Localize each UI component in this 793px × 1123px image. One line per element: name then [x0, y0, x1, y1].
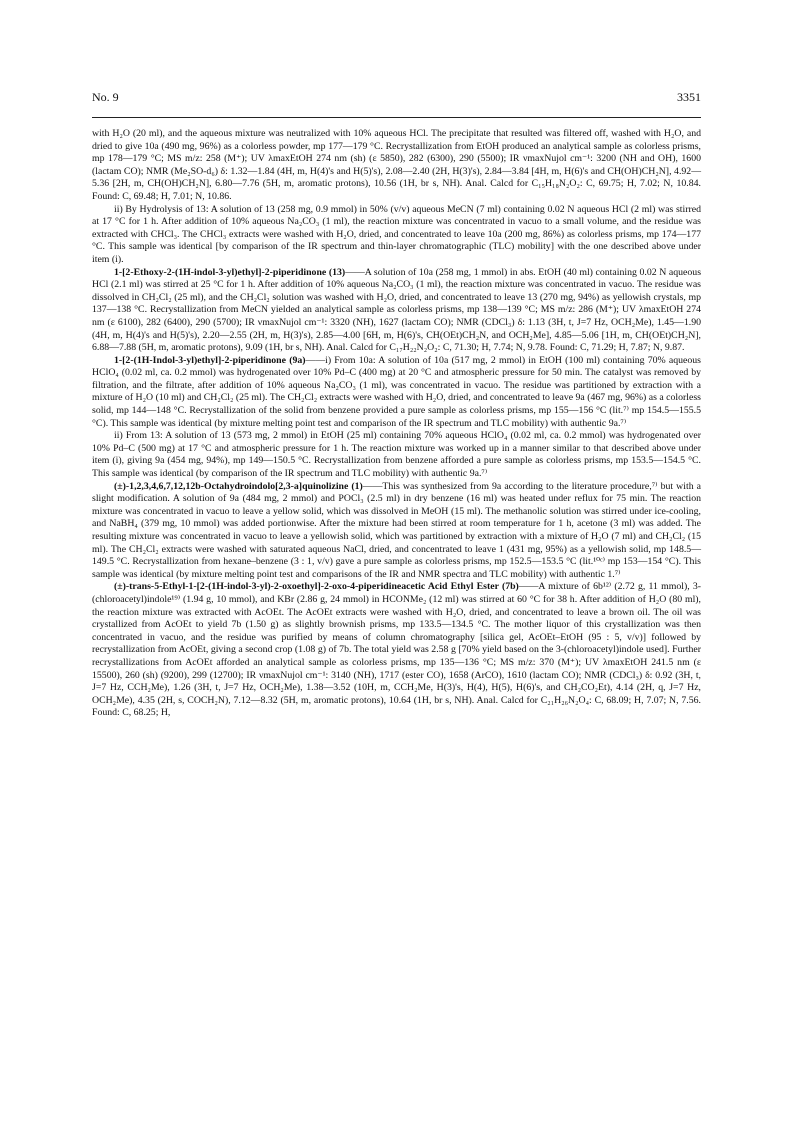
paragraph-compound-13: [92, 267, 701, 355]
paragraph-compound-1: [92, 481, 701, 582]
paragraph-text: ——i) From 10a: A solution of 10a (517 mg, 2 mmol) in EtOH (100 ml) containing 70% aqueous HClO₄ (0.02 ml, ca. 0.2 mmol) was hydrogenated over 10% Pd–C (400 mg) at 20 °C and atmospheric pressure for 50 min. The catalyst was removed by filtration, and the filtrate, after addition of 10% aqueous Na₂CO₃ (1 ml), was concentrated in vacuo. The residue was partitioned by extraction with a mixture of H₂O (10 ml) and CH₂Cl₂ (25 ml). The CH₂Cl₂ extracts were washed with H₂O, dried, and concentrated to leave 9a (467 mg, 96%) as a colorless solid, mp 144—148 °C. Recrystallization of the solid from benzene provided a pure sample as colorless prisms, mp 155—156 °C (lit.⁷⁾ mp 154.5—155.5 °C). This sample was identical (by mixture melting point test and comparison of the IR spectrum and TLC mobility) with authentic 9a.⁷⁾: [92, 354, 701, 429]
experimental-text: [92, 128, 701, 720]
header-rule: [92, 117, 701, 118]
compound-heading: 1-[2-Ethoxy-2-(1H-indol-3-yl)ethyl]-2-piperidinone (13): [114, 266, 346, 278]
paragraph-10a-hydrolysis: [92, 204, 701, 267]
paragraph-10a-continued: [92, 128, 701, 204]
page-header: [92, 90, 701, 108]
paragraph-text: ——A solution of 10a (258 mg, 1 mmol) in abs. EtOH (40 ml) containing 0.02 N aqueous HCl (2.1 ml) was stirred at 25 °C for 1 h. After addition of 10% aqueous Na₂CO₃ (1 ml), the reaction mixture was concentrated in vacuo. The residue was dissolved in CH₂Cl₂ (25 ml), and the CH₂Cl₂ solution was washed with H₂O, dried, and concentrated to leave 13 (270 mg, 94%) as yellowish crystals, mp 137—138 °C. Recrystallization from MeCN yielded an analytical sample as colorless prisms, mp 138—139 °C; MS m/z: 286 (M⁺); UV λmaxEtOH 274 nm (ε 6100), 282 (6400), 290 (5700); IR νmaxNujol cm⁻¹: 3320 (NH), 1627 (lactam CO); NMR (CDCl₃) δ: 1.13 (3H, t, J=7 Hz, OCH₂Me), 1.45—1.90 (4H, m, H(4)'s and H(5)'s), 2.20—2.55 (2H, m, H(3)'s), 2.85—4.00 [6H, m, H(6)'s, CH(OEt)CH₂N, and OCH₂Me], 4.85—5.06 [1H, m, CH(OEt)CH₂N], 6.88—7.88 (5H, m, aromatic protons), 9.09 (1H, br s, NH). Anal. Calcd for C₁₇H₂₂N₂O₂: C, 71.30; H, 7.74; N, 9.78. Found: C, 71.29; H, 7.87; N, 9.87.: [92, 266, 702, 354]
page-number: 3351: [677, 90, 701, 104]
paragraph-text: with H₂O (20 ml), and the aqueous mixture was neutralized with 10% aqueous HCl. The precipitate that resulted was filtered off, washed with H₂O, and dried to give 10a (490 mg, 96%) as a colorless powder, mp 177—179 °C. Recrystallization from EtOH produced an analytical sample as colorless prisms, mp 178—179 °C; MS m/z: 258 (M⁺); UV λmaxEtOH 274 nm (sh) (ε 5850), 282 (6300), 290 (5500); IR νmaxNujol cm⁻¹: 3200 (NH and OH), 1600 (lactam CO); NMR (Me₂SO-d₆) δ: 1.32—1.84 (4H, m, H(4)'s and H(5)'s), 2.08—2.40 (2H, H(3)'s), 2.84—3.84 [4H, m, H(6)'s and CH(OH)CH₂N], 4.92—5.36 [2H, m, CH(OH)CH₂N], 6.80—7.76 (5H, m, aromatic protons), 10.56 (1H, br s, NH). Anal. Calcd for C₁₅H₁₈N₂O₂: C, 69.75; H, 7.02; N, 10.84. Found: C, 69.48; H, 7.01; N, 10.86.: [92, 128, 701, 202]
paragraph-text: ii) From 13: A solution of 13 (573 mg, 2 mmol) in EtOH (25 ml) containing 70% aqueous HClO₄ (0.02 ml, ca. 0.2 mmol) was hydrogenated over 10% Pd–C (500 mg) at 17 °C and atmospheric pressure for 1 h. The reaction mixture was worked up in a manner similar to that described above under item (i), giving 9a (454 mg, 94%), mp 149—150.5 °C. Recrystallization from benzene afforded a pure sample as colorless prisms, mp 153.5—154.5 °C. This sample was identical (by comparison of the IR spectrum and TLC mobility) with authentic 9a.⁷⁾: [92, 430, 701, 480]
paragraph-9a-from-13: [92, 430, 701, 480]
paragraph-text: ——This was synthesized from 9a according to the literature procedure,⁷⁾ but with a slight modification. A solution of 9a (484 mg, 2 mmol) and POCl₃ (2.5 ml) in dry benzene (16 ml) was heated under reflux for 75 min. The reaction mixture was concentrated in vacuo to leave a yellow solid, which was dissolved in MeOH (15 ml). The methanolic solution was stirred under ice-cooling, and NaBH₄ (379 mg, 10 mmol) was added portionwise. After the mixture had been stirred at room temperature for 1 h, acetone (3 ml) was added. The resulting mixture was concentrated in vacuo to leave a yellowish solid, which was partitioned by extraction with a mixture of H₂O (7 ml) and CH₂Cl₂ (15 ml). The CH₂Cl₂ extracts were washed with saturated aqueous NaCl, dried, and concentrated to leave 1 (431 mg, 95%) as a yellowish solid, mp 148.5—149.5 °C. Recrystallization from hexane–benzene (3 : 1, v/v) gave a pure sample as colorless prisms, mp 152.5—153.5 °C (lit.¹⁰ᶜ⁾ mp 153—154 °C). This sample was identical (by mixture melting point test and comparisons of the IR and NMR spectra and TLC mobility) with authentic 1.⁷⁾: [92, 480, 701, 580]
paragraph-text: ii) By Hydrolysis of 13: A solution of 13 (258 mg, 0.9 mmol) in 50% (v/v) aqueous MeCN (7 ml) containing 0.02 N aqueous HCl (2 ml) was stirred at 17 °C for 1 h. After addition of 10% aqueous Na₂CO₃ (1 ml), the reaction mixture was concentrated in vacuo to a small volume, and the residue was extracted with CHCl₃. The CHCl₃ extracts were washed with H₂O, dried, and concentrated to leave 10a (200 mg, 86%) as colorless prisms, mp 174—177 °C. This sample was identical [by comparison of the IR spectrum and thin-layer chromatographic (TLC) mobility] with the one described above under item (i).: [92, 203, 701, 265]
compound-heading: (±)-1,2,3,4,6,7,12,12b-Octahydroindolo[2,3-a]quinolizine (1): [114, 480, 363, 492]
paragraph-text: ——A mixture of 6b¹²⁾ (2.72 g, 11 mmol), 3-(chloroacetyl)indole¹⁹⁾ (1.94 g, 10 mmol), and KBr (2.86 g, 24 mmol) in HCONMe₂ (12 ml) was stirred at 60 °C for 38 h. After addition of H₂O (80 ml), the reaction mixture was extracted with AcOEt. The AcOEt extracts were washed with H₂O, dried, and concentrated to leave a brown oil. The oil was crystallized from AcOEt to yield 7b (1.50 g) as slightly brownish prisms, mp 133.5—134.5 °C. The mother liquor of this crystallization was then concentrated in vacuo, and the residue was purified by means of column chromatography [silica gel, AcOEt–EtOH (95 : 5, v/v)] followed by recrystallization from AcOEt, giving a second crop (1.08 g) of 7b. The total yield was 2.58 g [70% yield based on the 3-(chloroacetyl)indole used]. Further recrystallizations from AcOEt afforded an analytical sample as colorless prisms, mp 135—136 °C; MS m/z: 370 (M⁺); UV λmaxEtOH 241.5 nm (ε 15500), 260 (sh) (9200), 299 (12700); IR νmaxNujol cm⁻¹: 3140 (NH), 1717 (ester CO), 1658 (ArCO), 1610 (lactam CO); NMR (CDCl₃) δ: 0.92 (3H, t, J=7 Hz, CCH₂Me), 1.26 (3H, t, J=7 Hz, OCH₂Me), 1.38—3.52 (10H, m, CCH₂Me, H(3)'s, H(4), H(5), H(6)'s, and CH₂CO₂Et), 4.14 (2H, q, J=7 Hz, OCH₂Me), 4.35 (2H, s, COCH₂N), 7.12—8.32 (5H, m, aromatic protons), 10.64 (1H, br s, NH). Anal. Calcd for C₂₁H₂₆N₂O₄: C, 68.09; H, 7.07; N, 7.56. Found: C, 68.25; H,: [92, 581, 701, 719]
issue-number: No. 9: [92, 90, 119, 104]
compound-heading: (±)-trans-5-Ethyl-1-[2-(1H-indol-3-yl)-2-oxoethyl]-2-oxo-4-piperidineacetic Acid Ethyl Ester (7b): [114, 581, 519, 593]
paragraph-compound-9a: [92, 355, 701, 431]
compound-heading: 1-[2-(1H-Indol-3-yl)ethyl]-2-piperidinone (9a): [114, 354, 306, 366]
paragraph-compound-7b: [92, 581, 701, 720]
